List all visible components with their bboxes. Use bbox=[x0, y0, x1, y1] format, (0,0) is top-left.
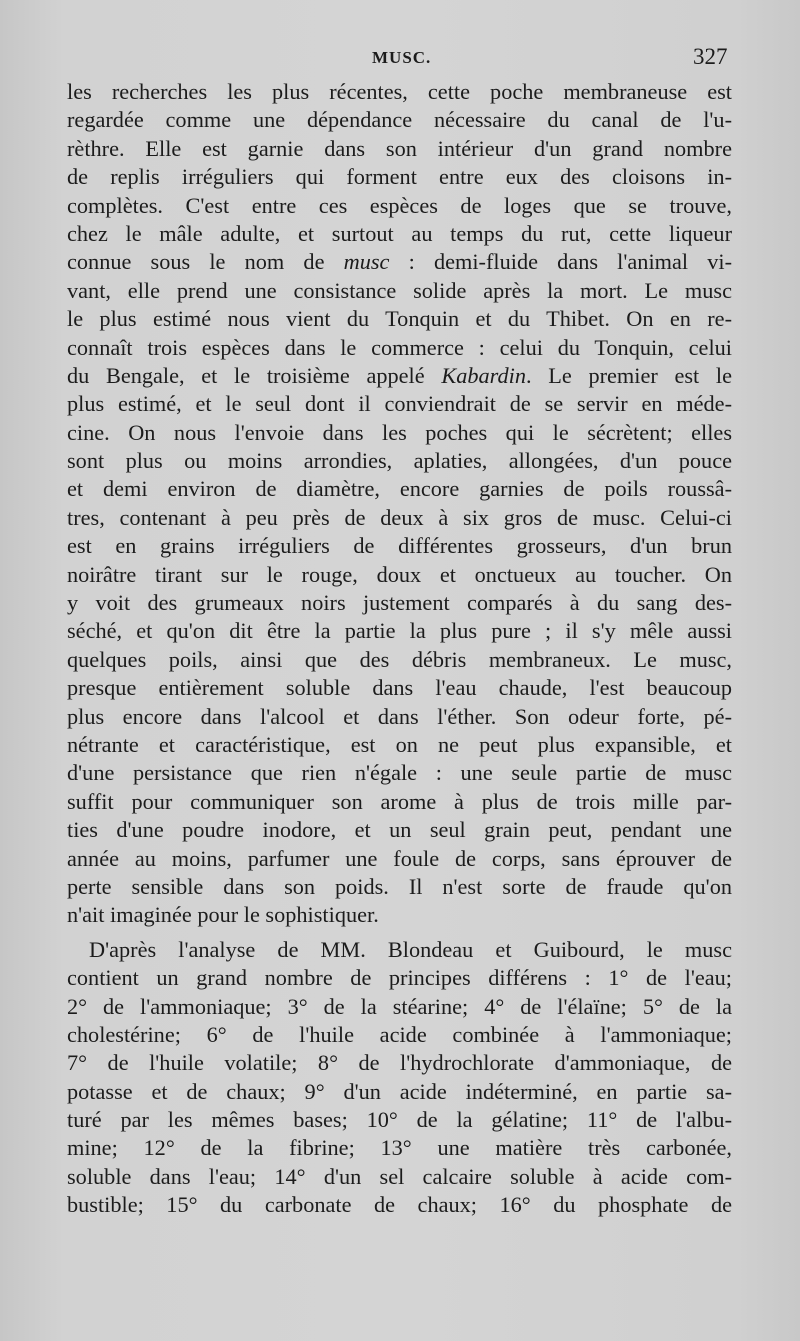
paragraph-analysis bbox=[67, 936, 732, 1220]
text-line: rèthre. Elle est garnie dans son intérieur d'un grand nombre bbox=[67, 135, 732, 161]
body-text bbox=[67, 78, 732, 1220]
text-line: cholestérine; 6° de l'huile acide combinée à l'ammoniaque; bbox=[67, 1021, 732, 1047]
text-line: connaît trois espèces dans le commerce : celui du Tonquin, celui bbox=[67, 334, 732, 360]
text-line: complètes. C'est entre ces espèces de loges que se trouve, bbox=[67, 192, 732, 218]
text-line: potasse et de chaux; 9° d'un acide indéterminé, en partie sa- bbox=[67, 1078, 732, 1104]
text-line: mine; 12° de la fibrine; 13° une matière très carbonée, bbox=[67, 1135, 732, 1161]
text-line: 7° de l'huile volatile; 8° de l'hydrochlorate d'ammoniaque, de bbox=[67, 1050, 732, 1076]
text-line: plus estimé, et le seul dont il conviendrait de se servir en méde- bbox=[67, 391, 732, 417]
text-line: 2° de l'ammoniaque; 3° de la stéarine; 4° de l'élaïne; 5° de la bbox=[67, 993, 732, 1019]
text-line: n'ait imaginée pour le sophistiquer. bbox=[67, 902, 379, 928]
text-line: noirâtre tirant sur le rouge, doux et onctueux au toucher. On bbox=[67, 561, 732, 587]
text-line: du Bengale, et le troisième appelé Kabardin. Le premier est le bbox=[67, 362, 732, 388]
text-line: séché, et qu'on dit être la partie la plus pure ; il s'y mêle aussi bbox=[67, 618, 732, 644]
text-line: tres, contenant à peu près de deux à six gros de musc. Celui-ci bbox=[67, 504, 732, 530]
text-line: presque entièrement soluble dans l'eau chaude, l'est beaucoup bbox=[67, 675, 732, 701]
text-line: suffit pour communiquer son arome à plus de trois mille par- bbox=[67, 788, 732, 814]
running-title: MUSC. bbox=[372, 48, 432, 67]
text-line: les recherches les plus récentes, cette poche membraneuse est bbox=[67, 79, 732, 104]
text-line: de replis irréguliers qui forment entre eux des cloisons in- bbox=[67, 164, 732, 190]
text-line: D'après l'analyse de MM. Blondeau et Guibourd, le musc bbox=[89, 936, 732, 962]
text-line: perte sensible dans son poids. Il n'est sorte de fraude qu'on bbox=[67, 873, 732, 899]
text-line: est en grains irréguliers de différentes grosseurs, d'un brun bbox=[67, 533, 732, 559]
text-line: bustible; 15° du carbonate de chaux; 16° du phosphate de bbox=[67, 1192, 732, 1218]
text-line: vant, elle prend une consistance solide après la mort. Le musc bbox=[67, 277, 732, 303]
text-line: année au moins, parfumer une foule de corps, sans éprouver de bbox=[67, 845, 732, 871]
running-head bbox=[0, 44, 800, 74]
text-line: plus encore dans l'alcool et dans l'éther. Son odeur forte, pé- bbox=[67, 703, 732, 729]
text-line: et demi environ de diamètre, encore garnies de poils roussâ- bbox=[67, 476, 732, 502]
text-line: ties d'une poudre inodore, et un seul grain peut, pendant une bbox=[67, 817, 732, 843]
text-line: quelques poils, ainsi que des débris membraneux. Le musc, bbox=[67, 646, 732, 672]
text-line: contient un grand nombre de principes différens : 1° de l'eau; bbox=[67, 965, 732, 991]
text-line: nétrante et caractéristique, est on ne peut plus expansible, et bbox=[67, 731, 732, 757]
text-line: soluble dans l'eau; 14° d'un sel calcaire soluble à acide com- bbox=[67, 1163, 732, 1189]
page-number: 327 bbox=[693, 44, 728, 69]
text-line: chez le mâle adulte, et surtout au temps du rut, cette liqueur bbox=[67, 220, 732, 246]
text-line: regardée comme une dépendance nécessaire du canal de l'u- bbox=[67, 107, 732, 133]
text-line: connue sous le nom de musc : demi-fluide dans l'animal vi- bbox=[67, 249, 732, 275]
text-line: cine. On nous l'envoie dans les poches qui le sécrètent; elles bbox=[67, 419, 732, 445]
text-line: le plus estimé nous vient du Tonquin et du Thibet. On en re- bbox=[67, 306, 732, 332]
text-line: y voit des grumeaux noirs justement comparés à du sang des- bbox=[67, 590, 732, 616]
text-line: turé par les mêmes bases; 10° de la gélatine; 11° de l'albu- bbox=[67, 1107, 732, 1133]
text-line: sont plus ou moins arrondies, aplaties, allongées, d'un pouce bbox=[67, 448, 732, 474]
text-line: d'une persistance que rien n'égale : une seule partie de musc bbox=[67, 760, 732, 786]
paragraph-musc-description bbox=[67, 78, 732, 930]
